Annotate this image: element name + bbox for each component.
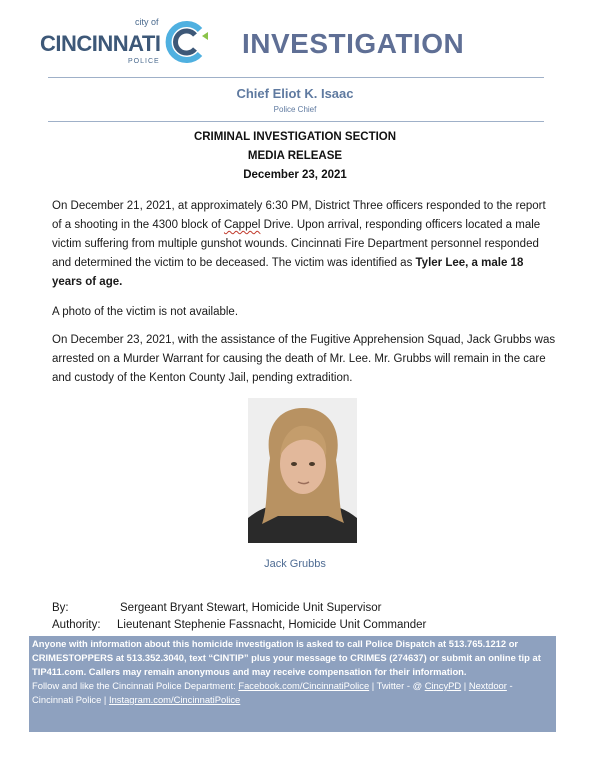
incident-text-b: Drive. Upon arrival, responding officers located a male victim suffering from multiple gunshot wounds. Cincinnati Fire Department personnel responded and determined the victim to be deceased. The victim was identified as	[52, 219, 541, 269]
cincinnati-police-logo	[40, 18, 210, 70]
separator-instagram: |	[101, 694, 109, 705]
nextdoor-link[interactable]: Nextdoor	[468, 680, 507, 691]
release-heading: MEDIA RELEASE	[247, 150, 343, 162]
suspect-photo-caption: Jack Grubbs	[264, 558, 326, 570]
byline-by	[52, 602, 381, 614]
logo-police: POLICE	[128, 58, 160, 65]
by-value: Sergeant Bryant Stewart, Homicide Unit Supervisor	[120, 602, 382, 614]
tip-info-footer	[29, 636, 556, 732]
cincinnati-c-logo-icon	[164, 20, 208, 64]
by-label: By:	[52, 602, 69, 614]
nextdoor-rest: - Cincinnati Police	[32, 680, 513, 705]
header-divider-top	[48, 77, 544, 78]
logo-cincinnati: CINCINNATI	[40, 31, 161, 56]
suspect-photo-image	[248, 398, 357, 543]
twitter-link[interactable]: CincyPD	[424, 680, 462, 691]
follow-text: Follow and like the Cincinnati Police Department:	[32, 680, 239, 691]
section-heading: CRIMINAL INVESTIGATION SECTION	[193, 131, 397, 143]
arrest-paragraph: On December 23, 2021, with the assistance of the Fugitive Apprehension Squad, Jack Grubbs was arrested on a Murder Warrant for causing the death of Mr. Lee. Mr. Grubbs will remain in the care and custody of the Kenton County Jail, pending extradition.	[52, 334, 556, 384]
authority-label: Authority:	[52, 619, 101, 631]
cappel-word: Cappel	[223, 219, 261, 231]
facebook-link[interactable]: Facebook.com/CincinnatiPolice	[238, 680, 370, 691]
social-links	[32, 679, 553, 707]
separator-nextdoor: |	[461, 680, 469, 691]
release-date: December 23, 2021	[243, 169, 347, 181]
authority-value: Lieutenant Stephenie Fassnacht, Homicide Unit Commander	[117, 619, 427, 631]
chief-title: Police Chief	[273, 105, 317, 114]
separator-twitter: | Twitter - @	[369, 680, 425, 691]
incident-paragraph	[52, 197, 556, 292]
byline-authority	[52, 619, 426, 631]
suspect-photo	[248, 398, 357, 543]
victim-identity: Tyler Lee, a male 18 years of age.	[52, 257, 524, 288]
chief-name: Chief Eliot K. Isaac	[236, 86, 354, 101]
header-divider-bottom	[48, 121, 544, 122]
tip-info-text: Anyone with information about this homicide investigation is asked to call Police Dispatch at 513.765.1212 or CRIMESTOPPERS at 513.352.3040, text “CINTIP” plus your message to CRIMES (274637) or submit an online tip at TIP411.com. Callers may remain anonymous and may receive compensation for their information.	[32, 638, 541, 677]
instagram-link[interactable]: Instagram.com/CincinnatiPolice	[108, 694, 241, 705]
victim-photo-note: A photo of the victim is not available.	[52, 306, 239, 318]
page-header-title: INVESTIGATION	[242, 28, 465, 59]
logo-city-of: city of	[135, 17, 159, 27]
incident-text-a: On December 21, 2021, at approximately 6:30 PM, District Three officers responded to the report of a shooting in the 4300 block of	[52, 200, 546, 231]
